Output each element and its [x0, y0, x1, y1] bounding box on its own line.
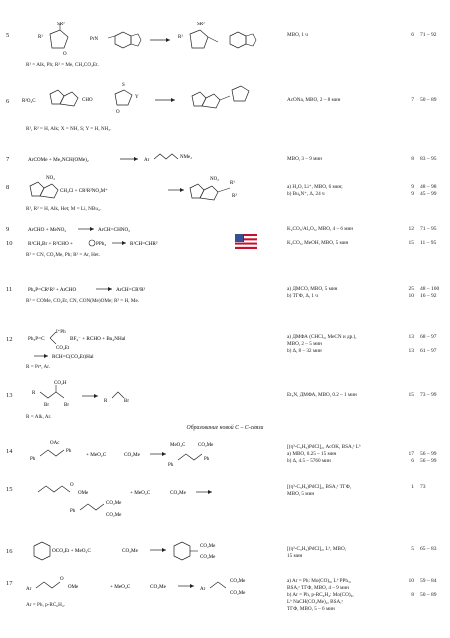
reference: 15: [408, 240, 414, 246]
conditions: K₂CO₃/Al₂O₃, МВО, 4 – 6 мин: [287, 226, 354, 232]
reference: 17 6: [408, 451, 414, 464]
reaction-scheme: [20, 438, 280, 472]
svg-text:CHO: CHO: [82, 98, 93, 103]
yield: 73: [420, 484, 426, 490]
reaction-scheme: [20, 222, 240, 236]
svg-text:Ph₃P=CR¹R² + ArCHO: Ph₃P=CR¹R² + ArCHO: [28, 287, 77, 293]
svg-text:OMe: OMe: [78, 491, 89, 496]
row-number: 11: [6, 286, 13, 293]
substituent-note: R¹ = CN, CO₂Me, Ph; R² = Ar, Het.: [26, 252, 100, 258]
reaction-scheme: [20, 148, 280, 168]
row-number: 13: [6, 392, 13, 399]
svg-text:R¹: R¹: [38, 35, 43, 40]
svg-text:Y: Y: [135, 95, 139, 100]
reference: 15: [408, 392, 414, 398]
row-number: 14: [6, 448, 13, 455]
svg-text:CO₂H: CO₂H: [54, 381, 67, 386]
conditions: МВО, 1 ч: [287, 32, 308, 38]
svg-text:R²: R²: [232, 194, 237, 199]
conditions: a) ДМФА (CHCl₃, MeCN и др.), МВО, 2 – 5 мин b) Δ, 8 – 32 мин: [287, 334, 357, 354]
reaction-scheme: [20, 284, 250, 298]
svg-text:R: R: [104, 399, 108, 404]
svg-text:PPh₃: PPh₃: [96, 241, 107, 247]
conditions: [(η³-C₃H₅)PdCl]₂, AcOK, BSA,ᵃ Lᵇ a) МВО, 0.25 – 15 мин b) Δ, 4.5 – 5760 мин: [287, 444, 361, 464]
svg-text:Ph: Ph: [30, 457, 36, 462]
yield: 73 – 99: [420, 392, 437, 398]
row-number: 16: [6, 548, 13, 555]
reference: 10 8: [408, 578, 414, 598]
conditions: K₂CO₃, MeOH, МВО, 5 мин: [287, 240, 349, 246]
svg-text:CO₂Me: CO₂Me: [150, 584, 166, 590]
svg-text:R: R: [32, 391, 36, 396]
svg-text:NO₂: NO₂: [210, 177, 219, 182]
svg-text:R¹: R¹: [178, 35, 183, 40]
substituent-note: R¹ = COMe, CO₂Et, CN, CON(Me)OMe; R² = H, Me.: [26, 298, 140, 304]
svg-text:R¹CH=CHR²: R¹CH=CHR²: [130, 241, 158, 247]
svg-text:SR²: SR²: [197, 22, 205, 27]
row-number: 9: [6, 226, 10, 233]
svg-text:NMe₂: NMe₂: [180, 155, 193, 160]
substituent-note: R¹ = Alk, Ph; R² = Me, CH₂CO₂Et.: [26, 62, 99, 68]
svg-text:CO₂Me: CO₂Me: [170, 490, 186, 496]
row-number: 5: [6, 32, 10, 39]
yield: 59 – 84 50 – 89: [420, 578, 437, 598]
svg-text:OCO₂Et + MeO₂C: OCO₂Et + MeO₂C: [52, 548, 91, 554]
svg-text:Ph: Ph: [204, 457, 210, 462]
substituent-note: Ar = Ph, p-RC₆H₄.: [26, 602, 65, 608]
svg-text:CO₂Me: CO₂Me: [200, 555, 216, 560]
conditions: Et₃N, ДМФА, МВО, 0.2 – 1 мин: [287, 392, 357, 398]
reference: 25 10: [408, 286, 414, 299]
reaction-scheme: [20, 478, 280, 522]
reaction-scheme: [20, 238, 250, 252]
svg-text:R²O₂C: R²O₂C: [22, 99, 36, 104]
svg-text:CO₂Me: CO₂Me: [198, 443, 214, 448]
svg-text:PrN: PrN: [90, 37, 99, 42]
svg-text:CO₂Me: CO₂Me: [122, 548, 138, 554]
svg-text:O: O: [63, 52, 67, 57]
row-number: 8: [6, 184, 10, 191]
reference: 9 9: [411, 184, 414, 197]
row-number: 17: [6, 580, 13, 587]
reference: 6: [411, 32, 414, 38]
row-number: 15: [6, 486, 13, 493]
svg-text:OMe: OMe: [68, 585, 79, 590]
reference: 13 13: [408, 334, 414, 354]
svg-text:ArCH=CHNO₂: ArCH=CHNO₂: [98, 227, 131, 233]
yield: 50 – 89: [420, 97, 437, 103]
conditions: a) H₂O, Li⁺, МВО, 6 мин; b) Bu₄N⁺, Δ, 24 ч: [287, 184, 343, 197]
reference: 12: [408, 226, 414, 232]
conditions: AcONa, МВО, 2 – 8 мин: [287, 97, 341, 103]
svg-text:I⁺Ph: I⁺Ph: [56, 330, 66, 335]
svg-text:NO₂: NO₂: [46, 176, 55, 181]
row-number: 7: [6, 156, 10, 163]
row-number: 10: [6, 240, 13, 247]
yield: 65 – 83: [420, 546, 437, 552]
svg-text:ArCOMe + Me₂NCH(OMe)₂: ArCOMe + Me₂NCH(OMe)₂: [28, 157, 89, 163]
svg-text:O: O: [70, 483, 74, 488]
reaction-scheme: [20, 538, 280, 568]
svg-text:R¹CH₂Br + R²CHO +: R¹CH₂Br + R²CHO +: [28, 241, 73, 247]
yield: 83 – 95: [420, 156, 437, 162]
svg-text:+ MeO₂C: + MeO₂C: [110, 584, 131, 590]
svg-text:O: O: [116, 110, 120, 115]
svg-text:Ar: Ar: [144, 158, 150, 163]
svg-text:CO₂Me: CO₂Me: [106, 501, 122, 506]
svg-text:Ph: Ph: [168, 463, 174, 468]
reaction-scheme: [20, 172, 280, 208]
yield: 68 – 97 61 – 97: [420, 334, 437, 354]
svg-text:ArCH=CR¹R²: ArCH=CR¹R²: [116, 287, 146, 293]
reference: 1: [411, 484, 414, 490]
svg-text:Ar: Ar: [26, 587, 32, 592]
reaction-scheme: [20, 378, 250, 414]
row-number: 6: [6, 98, 10, 105]
svg-text:Ph: Ph: [66, 449, 72, 454]
yield: 71 – 92: [420, 32, 437, 38]
svg-text:CO₂Me: CO₂Me: [230, 579, 246, 584]
substituent-note: R¹, R² = H, Alk, Het; M = Li, NBu₄.: [26, 206, 102, 212]
svg-text:Br: Br: [64, 403, 69, 408]
svg-text:OAc: OAc: [50, 441, 60, 446]
svg-text:CO₂Me: CO₂Me: [230, 591, 246, 596]
conditions: [(η³-C₃H₅)PdCl]₂, BSA,ᵃ ТГФ, МВО, 5 мин: [287, 484, 352, 497]
reaction-scheme: [20, 326, 250, 362]
svg-text:Ar: Ar: [200, 587, 206, 592]
svg-text:CH₂Cl + CR¹R²NO₂M⁺: CH₂Cl + CR¹R²NO₂M⁺: [60, 189, 108, 194]
svg-text:MeO₂C: MeO₂C: [170, 443, 186, 448]
reference: 8: [411, 156, 414, 162]
svg-text:S: S: [122, 83, 125, 88]
yield: 56 – 99 56 – 99: [420, 451, 437, 464]
section-heading: Образование новой C – C-связи: [186, 425, 264, 431]
reference: 5: [411, 546, 414, 552]
substituent-note: R = Alk, Ar.: [26, 414, 52, 420]
svg-text:+ MeO₂C: + MeO₂C: [130, 490, 151, 496]
svg-text:R¹: R¹: [230, 181, 235, 186]
reaction-scheme: [20, 22, 280, 62]
svg-text:CO₂Me: CO₂Me: [124, 452, 140, 458]
conditions: a) Ar = Ph: Mo(CO)₆, Lᵇ PPh₃, BSA,ᵃ ТГФ, МВО, 4 – 9 мин b) Ar = Ph, p-RC₆H₄: Mo(CO)₆, Lᵇ NaCH(CO₂Me)₂, BSA,ᵃ ТГФ, МВО, 5 – 6 мин: [287, 578, 354, 612]
yield: 11 – 95: [420, 240, 437, 246]
svg-text:Br: Br: [44, 403, 49, 408]
yield: 71 – 95: [420, 226, 437, 232]
svg-text:CO₂Me: CO₂Me: [106, 513, 122, 518]
svg-text:+ MeO₂C: + MeO₂C: [86, 452, 107, 458]
svg-text:Ph₃P=C: Ph₃P=C: [28, 336, 45, 342]
svg-text:CO₂Me: CO₂Me: [200, 544, 216, 549]
conditions: МВО, 3 – 9 мин: [287, 156, 322, 162]
svg-text:RCH=C(CO₂Et)Hal: RCH=C(CO₂Et)Hal: [52, 354, 94, 360]
svg-text:O: O: [60, 577, 64, 582]
label: SR²: [57, 22, 65, 27]
conditions: a) ДМСО, МВО, 5 мин b) ТГФ, Δ, 1 ч: [287, 286, 338, 299]
yield: 48 – 98 45 – 99: [420, 184, 437, 197]
svg-text:BF₄⁻ + RCHO + Bu₄NHal: BF₄⁻ + RCHO + Bu₄NHal: [70, 336, 126, 342]
svg-text:Br: Br: [124, 399, 129, 404]
yield: 48 – 100 16 – 92: [420, 286, 440, 299]
svg-text:CO₂Et: CO₂Et: [56, 346, 70, 351]
conditions: [(η³-C₃H₅)PdCl]₂, Lᵇ, МВО, 15 мин: [287, 546, 346, 559]
row-number: 12: [6, 336, 13, 343]
svg-text:ArCHO + MeNO₂: ArCHO + MeNO₂: [28, 227, 67, 233]
substituent-note: R¹, R² = H, Alk; X = NH, S; Y = H, NH₂.: [26, 126, 112, 132]
reaction-scheme: [20, 80, 280, 124]
reference: 7: [411, 97, 414, 103]
svg-text:Ph: Ph: [70, 509, 76, 514]
substituent-note: R = Prⁿ, Ar.: [26, 364, 51, 370]
